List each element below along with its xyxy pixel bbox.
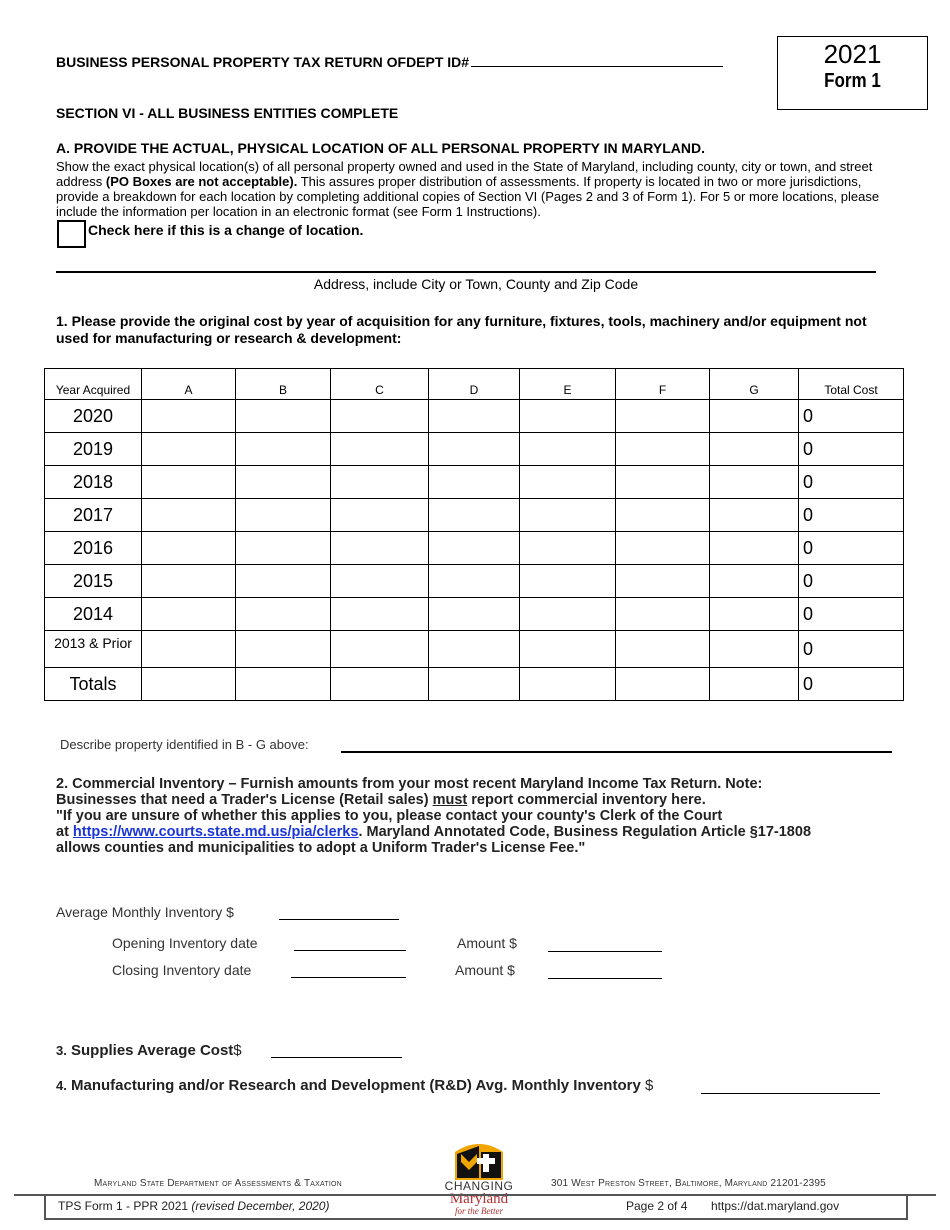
- cost-cell-a[interactable]: [142, 499, 236, 532]
- cost-cell-a[interactable]: [142, 631, 236, 668]
- cost-cell-g[interactable]: [710, 466, 799, 499]
- address-caption: Address, include City or Town, County and Zip Code: [313, 276, 639, 292]
- table-row: [45, 532, 904, 565]
- logo-tagline: for the Better: [455, 1206, 503, 1216]
- cost-cell-d[interactable]: [429, 598, 520, 631]
- cost-cell-e[interactable]: [520, 631, 616, 668]
- total-cost-cell: 0: [799, 668, 904, 701]
- q1-text: 1. Please provide the original cost by year of acquisition for any furniture, fixtures, tools, machinery and/or equipment not used for manufacturing or research & development:: [56, 313, 867, 346]
- closing-amount-field[interactable]: [548, 978, 662, 979]
- cost-cell-f[interactable]: [616, 433, 710, 466]
- cost-cell-b[interactable]: [236, 499, 331, 532]
- cost-cell-f[interactable]: [616, 400, 710, 433]
- cost-cell-f[interactable]: [616, 499, 710, 532]
- header-c: C: [331, 369, 429, 400]
- form-id: TPS Form 1 - PPR 2021: [58, 1199, 189, 1213]
- form-title: [56, 52, 723, 70]
- cost-cell-b[interactable]: [236, 565, 331, 598]
- year-cell: 2019: [45, 433, 142, 466]
- total-cost-cell: 0: [799, 532, 904, 565]
- q2-line-5: allows counties and municipalities to adopt a Uniform Trader's License Fee.": [56, 840, 586, 856]
- q2-line-2a: Businesses that need a Trader's License (Retail sales): [56, 792, 433, 808]
- cost-cell-e[interactable]: [520, 400, 616, 433]
- cost-cell-d[interactable]: [429, 631, 520, 668]
- year-cell: 2013 & Prior: [45, 631, 142, 668]
- cost-cell-g[interactable]: [710, 400, 799, 433]
- footer-page-number: Page 2 of 4: [626, 1199, 688, 1213]
- cost-cell-f[interactable]: [616, 598, 710, 631]
- table-row: [45, 499, 904, 532]
- cost-cell-c[interactable]: [331, 400, 429, 433]
- section-title: SECTION VI - ALL BUSINESS ENTITIES COMPLETE: [56, 105, 399, 121]
- opening-date-label: Opening Inventory date: [112, 935, 258, 951]
- opening-date-field[interactable]: [294, 950, 406, 951]
- avg-inventory-field[interactable]: [279, 919, 399, 920]
- q3-label: Supplies Average Cost: [71, 1042, 234, 1059]
- change-location-checkbox[interactable]: [57, 220, 86, 248]
- cost-table: [44, 368, 904, 701]
- header-year-acquired: Year Acquired: [45, 369, 142, 400]
- cost-cell-a[interactable]: [142, 668, 236, 701]
- must-emphasis: must: [432, 792, 468, 808]
- cost-cell-c[interactable]: [331, 598, 429, 631]
- cost-cell-e[interactable]: [520, 499, 616, 532]
- cost-cell-c[interactable]: [331, 433, 429, 466]
- describe-field[interactable]: [341, 751, 892, 753]
- header-f: F: [616, 369, 710, 400]
- table-row: [45, 466, 904, 499]
- footer-address: 301 West Preston Street, Baltimore, Maryland 21201-2395: [551, 1178, 826, 1189]
- q3-number: 3.: [56, 1043, 67, 1058]
- cost-cell-d[interactable]: [429, 532, 520, 565]
- header-total-cost: Total Cost: [799, 369, 904, 400]
- cost-cell-d[interactable]: [429, 668, 520, 701]
- cost-cell-d[interactable]: [429, 565, 520, 598]
- footer-agency: Maryland State Department of Assessments & Taxation: [94, 1178, 342, 1189]
- cost-cell-e[interactable]: [520, 565, 616, 598]
- cost-cell-d[interactable]: [429, 466, 520, 499]
- cost-cell-e[interactable]: [520, 598, 616, 631]
- header-a: A: [142, 369, 236, 400]
- cost-cell-e[interactable]: [520, 532, 616, 565]
- cost-cell-g[interactable]: [710, 532, 799, 565]
- table-row: [45, 598, 904, 631]
- rd-inventory-field[interactable]: [701, 1093, 880, 1094]
- cost-cell-a[interactable]: [142, 598, 236, 631]
- total-cost-cell: 0: [799, 598, 904, 631]
- cost-cell-d[interactable]: [429, 499, 520, 532]
- cost-cell-c[interactable]: [331, 631, 429, 668]
- clerks-link[interactable]: https://www.courts.state.md.us/pia/clerks: [72, 824, 359, 840]
- opening-amount-field[interactable]: [548, 951, 662, 952]
- year-cell: Totals: [45, 668, 142, 701]
- cost-cell-g[interactable]: [710, 565, 799, 598]
- cost-cell-g[interactable]: [710, 598, 799, 631]
- cost-cell-b[interactable]: [236, 631, 331, 668]
- year-cell: 2017: [45, 499, 142, 532]
- q3-currency: $: [233, 1042, 242, 1059]
- total-cost-cell: 0: [799, 499, 904, 532]
- cost-cell-b[interactable]: [236, 400, 331, 433]
- year-cell: 2020: [45, 400, 142, 433]
- part-a-heading: A. PROVIDE THE ACTUAL, PHYSICAL LOCATION OF ALL PERSONAL PROPERTY IN MARYLAND.: [56, 140, 705, 156]
- cost-cell-d[interactable]: [429, 433, 520, 466]
- year-cell: 2018: [45, 466, 142, 499]
- q2-line-3: "If you are unsure of whether this applies to you, please contact your county's Clerk of the Court: [56, 808, 723, 824]
- table-row: [45, 565, 904, 598]
- part-a-text: [56, 159, 896, 219]
- po-box-note: (PO Boxes are not acceptable).: [105, 174, 298, 189]
- q4-label: Manufacturing and/or Research and Development (R&D) Avg. Monthly Inventory: [71, 1077, 641, 1094]
- year-cell: 2014: [45, 598, 142, 631]
- cost-cell-c[interactable]: [331, 532, 429, 565]
- cost-cell-a[interactable]: [142, 400, 236, 433]
- year-cell: 2015: [45, 565, 142, 598]
- return-title: BUSINESS PERSONAL PROPERTY TAX RETURN OF: [56, 54, 407, 70]
- footer-form-id: [58, 1199, 329, 1213]
- table-row: [45, 433, 904, 466]
- q2-line-4: [56, 824, 926, 840]
- header-d: D: [429, 369, 520, 400]
- cost-cell-f[interactable]: [616, 466, 710, 499]
- change-location-label: Check here if this is a change of location.: [88, 222, 364, 238]
- part-a-text-1: Show the exact physical location(s) of all personal property owned and used in the State of Maryland, including county, city or town, and street address: [56, 159, 873, 189]
- header-g: G: [710, 369, 799, 400]
- cost-cell-e[interactable]: [520, 466, 616, 499]
- cost-cell-a[interactable]: [142, 433, 236, 466]
- q4-number: 4.: [56, 1078, 67, 1093]
- header-b: B: [236, 369, 331, 400]
- cost-cell-b[interactable]: [236, 598, 331, 631]
- cost-cell-f[interactable]: [616, 631, 710, 668]
- dept-id-field[interactable]: [471, 52, 723, 67]
- cost-cell-f[interactable]: [616, 565, 710, 598]
- address-line[interactable]: [56, 271, 876, 273]
- cost-cell-b[interactable]: [236, 668, 331, 701]
- q2-text: [56, 776, 926, 856]
- total-cost-cell: 0: [799, 631, 904, 668]
- table-header-row: [45, 369, 904, 400]
- logo-changing: CHANGING: [444, 1179, 514, 1193]
- cost-cell-c[interactable]: [331, 466, 429, 499]
- q4-row: [56, 1077, 653, 1094]
- cost-cell-b[interactable]: [236, 433, 331, 466]
- form-number: Form 1: [824, 70, 881, 92]
- table-row: [45, 400, 904, 433]
- footer-website: https://dat.maryland.gov: [711, 1199, 840, 1213]
- cost-cell-g[interactable]: [710, 499, 799, 532]
- cost-cell-f[interactable]: [616, 532, 710, 565]
- closing-date-label: Closing Inventory date: [112, 962, 252, 978]
- form-year: 2021: [823, 39, 882, 69]
- cost-cell-c[interactable]: [331, 668, 429, 701]
- q2-line-2b: report commercial inventory here.: [467, 792, 706, 808]
- part-a-text-2: This assures proper distribution of assessments. If property is located in two or more jurisdictions, provide a breakdown for each location by completing additional copies of Section VI (Pages 2 and 3 of Form 1). For 5 or more locations, please include the information per location in an electronic format (see Form 1 Instructions).: [56, 174, 880, 219]
- supplies-cost-field[interactable]: [271, 1057, 402, 1058]
- revised-date: (revised December, 2020): [191, 1199, 330, 1213]
- cost-cell-a[interactable]: [142, 466, 236, 499]
- cost-cell-g[interactable]: [710, 668, 799, 701]
- maryland-flag-icon: [443, 1140, 515, 1180]
- cost-cell-b[interactable]: [236, 532, 331, 565]
- form-year-box: [777, 36, 928, 110]
- table-row: [45, 631, 904, 668]
- total-cost-cell: 0: [799, 400, 904, 433]
- total-cost-cell: 0: [799, 466, 904, 499]
- cost-cell-g[interactable]: [710, 631, 799, 668]
- cost-cell-e[interactable]: [520, 433, 616, 466]
- q2-line-2: [56, 792, 926, 808]
- header-e: E: [520, 369, 616, 400]
- describe-label: Describe property identified in B - G above:: [60, 737, 309, 752]
- year-cell: 2016: [45, 532, 142, 565]
- cost-cell-c[interactable]: [331, 499, 429, 532]
- logo-maryland: Maryland: [449, 1191, 509, 1207]
- q2-line-1: 2. Commercial Inventory – Furnish amounts from your most recent Maryland Income Tax Return. Note:: [56, 776, 763, 792]
- cost-cell-f[interactable]: [616, 668, 710, 701]
- avg-inventory-label: Average Monthly Inventory $: [56, 904, 234, 920]
- cost-cell-a[interactable]: [142, 532, 236, 565]
- cost-cell-b[interactable]: [236, 466, 331, 499]
- total-cost-cell: 0: [799, 433, 904, 466]
- opening-amount-label: Amount $: [457, 935, 517, 951]
- table-row: [45, 668, 904, 701]
- q2-line-4-pre: at: [56, 824, 73, 840]
- cost-cell-g[interactable]: [710, 433, 799, 466]
- cost-cell-a[interactable]: [142, 565, 236, 598]
- cost-cell-d[interactable]: [429, 400, 520, 433]
- closing-date-field[interactable]: [291, 977, 406, 978]
- cost-cell-e[interactable]: [520, 668, 616, 701]
- q2-line-4-post: . Maryland Annotated Code, Business Regulation Article §17-1808: [358, 824, 812, 840]
- closing-amount-label: Amount $: [455, 962, 515, 978]
- dept-id-label: DEPT ID#: [406, 54, 470, 70]
- total-cost-cell: 0: [799, 565, 904, 598]
- q4-currency: $: [644, 1077, 654, 1094]
- cost-cell-c[interactable]: [331, 565, 429, 598]
- q3-row: [56, 1042, 242, 1059]
